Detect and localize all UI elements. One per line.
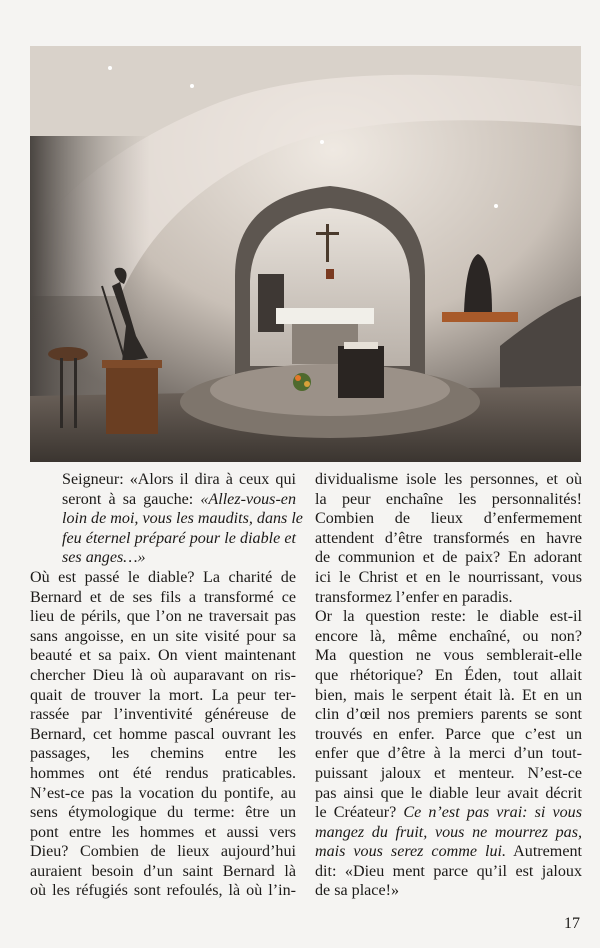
text-line: auraient besoin d’un saint Bernard là — [30, 862, 296, 880]
text-line: puissant jaloux et menteur. N’est-ce — [315, 764, 582, 782]
text-line: clin d’œil nos premiers parents se sont — [315, 706, 582, 724]
text-line: que rhétorique? En Éden, tout allait — [315, 666, 582, 684]
text-line — [30, 529, 296, 549]
altar-cloth — [276, 308, 374, 324]
italic-fragment: «Allez-vous-en — [200, 490, 296, 508]
text-fragment: Autrement — [506, 843, 582, 861]
text-line: bien, mais le serpent était là. Et en un — [315, 686, 582, 704]
text-line — [315, 842, 582, 862]
text-line: N’est-ce pas la vocation du pontife, au — [30, 784, 296, 802]
text-line: chercher Dieu là où auparavant on ris- — [30, 666, 296, 684]
text-line: la peur enchaîne les personnalités! — [315, 490, 582, 508]
text-line: passages, les chemins entre les — [30, 745, 296, 763]
crypt-chapel-illustration — [30, 46, 581, 462]
text-line: quait de trouver la mort. La peur ter- — [30, 686, 296, 704]
text-line: Ma question ne vous semblerait-elle — [315, 647, 582, 665]
text-line: beauté et sa paix. On vient maintenant — [30, 647, 296, 665]
italic-line: mangez du fruit, vous ne mourrez pas, — [315, 823, 582, 841]
text-line: enfer que d’être à la merci d’un tout- — [315, 745, 582, 763]
text-line: sans angoisse, en un site visité pour sa — [30, 627, 296, 645]
text-line: dividualisme isole les personnes, et où — [315, 471, 582, 488]
text-line: rassée par l’inventivité généreuse de — [30, 706, 296, 724]
text-line: transformez l’enfer en paradis. — [315, 588, 513, 606]
text-line: pas ainsi que le diable leur avait décrit — [315, 784, 582, 802]
crucifix-icon — [326, 224, 329, 262]
text-line: Dieu? Combien de lieux aujourd’hui — [30, 843, 296, 861]
italic-fragment: mais vous serez comme lui. — [315, 843, 507, 861]
text-line — [30, 548, 296, 568]
italic-line: feu éternel préparé pour le diable et — [62, 529, 296, 547]
right-text-column — [315, 470, 582, 901]
text-line: encore là, même enchaîné, ou non? — [315, 627, 582, 645]
text-line — [30, 490, 296, 510]
left-text-column — [30, 470, 303, 901]
text-line: Bernard et de ses fils a transformé ce — [30, 588, 296, 606]
text-line: de sa place!» — [315, 882, 399, 900]
text-line: où les réfugiés sont refoulés, là où l’in- — [30, 882, 296, 900]
text-line: ici le Christ et en le nourrissant, vous — [315, 568, 582, 586]
italic-line: loin de moi, vous les maudits, dans le — [62, 510, 303, 528]
text-line — [315, 823, 582, 843]
italic-line: ses anges…» — [62, 549, 146, 567]
text-line: hommes ont été rendus praticables. — [30, 764, 296, 782]
text-line: dit: «Dieu ment parce qu’il est jaloux — [315, 862, 582, 880]
text-line: sens étymologique du terme: être un — [30, 804, 296, 822]
text-fragment: seront à sa gauche: — [62, 490, 201, 508]
text-line: Où est passé le diable? La charité de — [30, 568, 296, 586]
italic-fragment: Ce n’est pas vrai: si vous — [403, 804, 582, 822]
text-fragment: le Créateur? — [315, 804, 404, 822]
text-line: Or la question reste: le diable est-il — [315, 608, 582, 626]
text-line: Seigneur: «Alors il dira à ceux qui — [62, 471, 296, 488]
text-line: de communion et de paix? En adorant — [315, 549, 582, 567]
text-line: attendent d’être transformés en havre — [315, 529, 582, 547]
text-line — [315, 803, 582, 823]
crypt-chapel-photo — [30, 46, 581, 462]
text-line: trouvés en enfer. Parce que c’est un — [315, 725, 582, 743]
text-line: pont entre les hommes et aussi vers — [30, 823, 296, 841]
text-line: Combien de lieux d’enfermement — [315, 510, 582, 528]
text-line: Bernard, cet homme pascal ouvrant les — [30, 725, 296, 743]
page-number: 17 — [564, 915, 580, 932]
text-line: lieu de périls, que l’on ne traversait pas — [30, 608, 296, 626]
text-line — [30, 509, 303, 529]
